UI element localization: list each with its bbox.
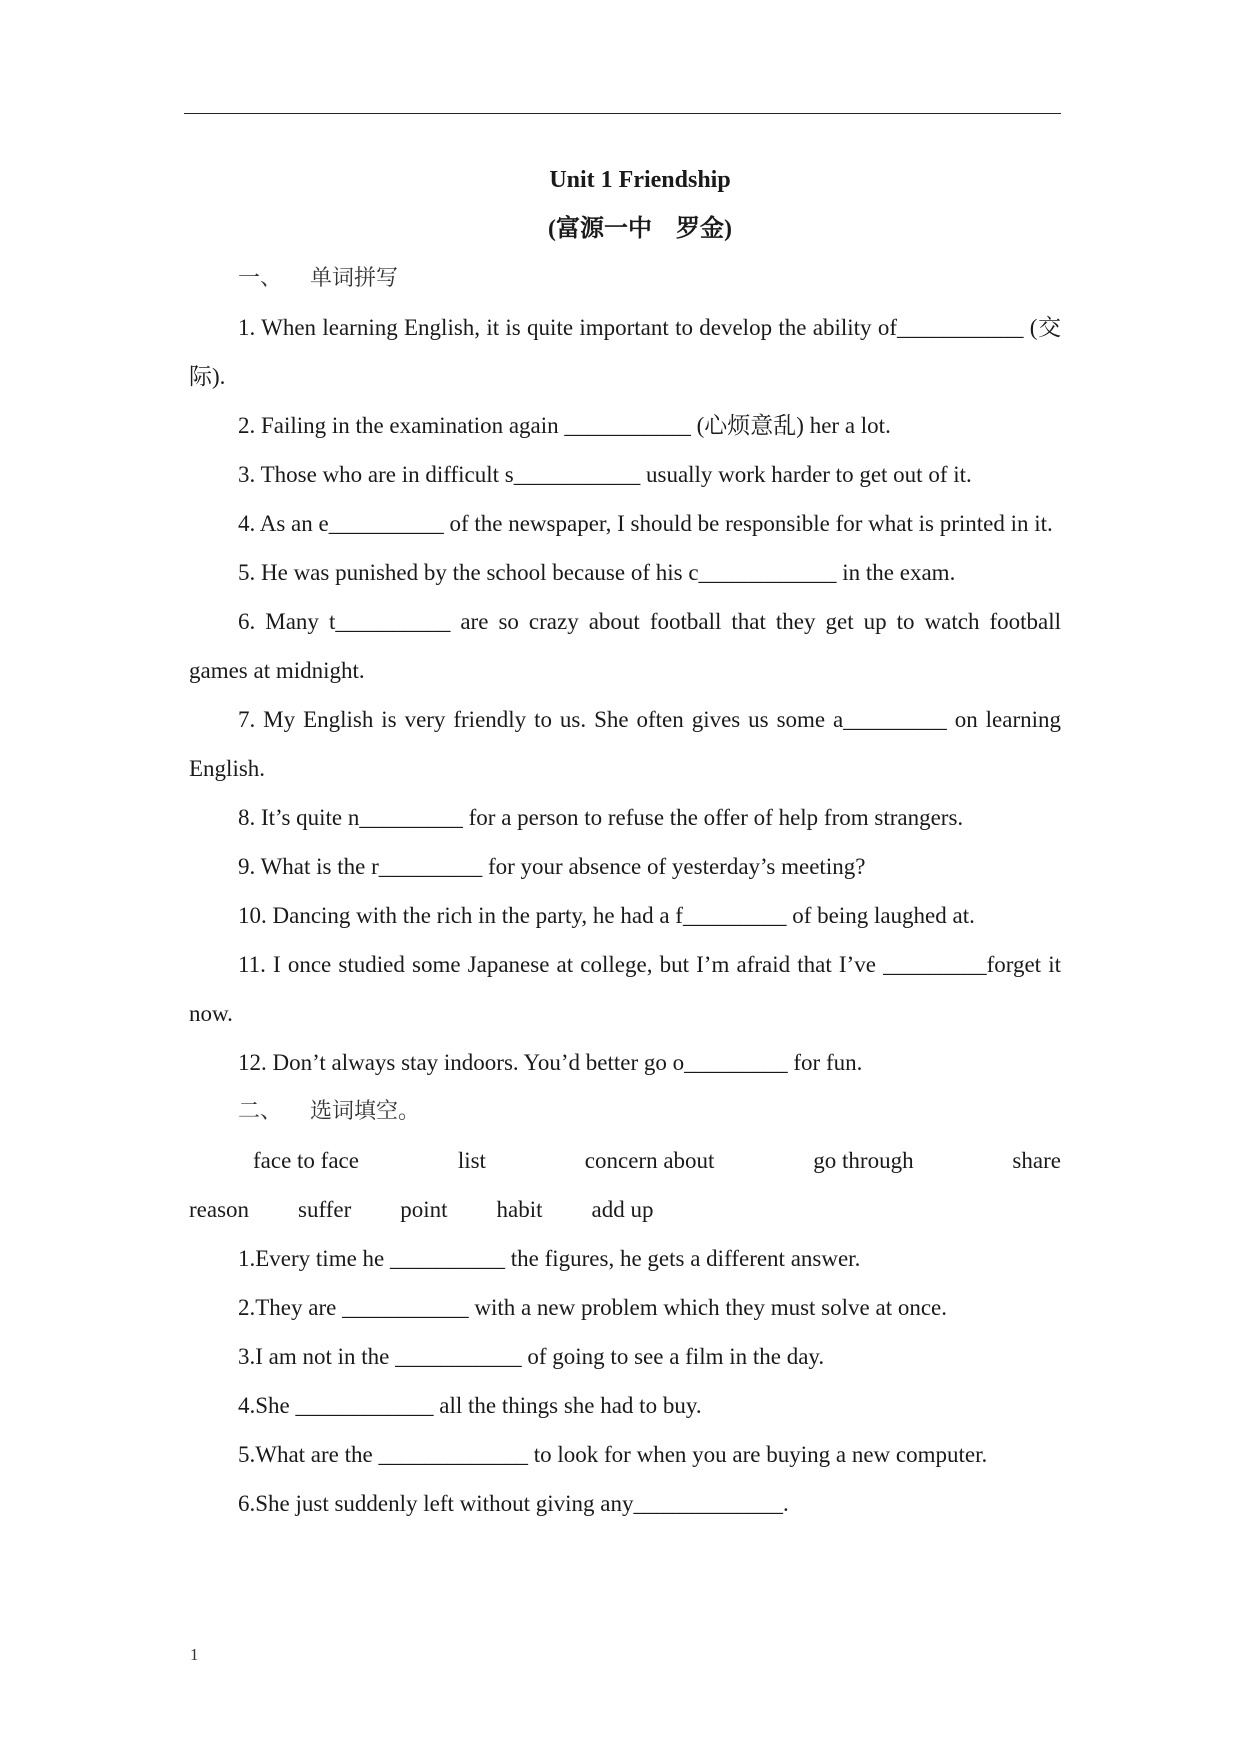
section-title: 单词拼写 bbox=[310, 266, 399, 291]
word-bank-term: concern about bbox=[584, 1148, 715, 1173]
document-title: Unit 1 Friendship bbox=[549, 167, 731, 193]
section-title: 选词填空。 bbox=[310, 1099, 421, 1124]
exercise-item: 1.Every time he __________ the figures, he gets a different answer. bbox=[238, 1246, 861, 1271]
word-bank-term: habit bbox=[496, 1197, 543, 1222]
exercise-item: 8. It’s quite n_________ for a person to refuse the offer of help from strangers. bbox=[238, 805, 964, 830]
word-bank-term: go through bbox=[813, 1148, 914, 1173]
word-bank bbox=[189, 1136, 1061, 1234]
document-body bbox=[189, 156, 1061, 1528]
exercise-item: 11. I once studied some Japanese at college, but I’m afraid that I’ve _________forget it now. bbox=[189, 952, 1061, 1026]
word-bank-row bbox=[189, 1136, 1061, 1185]
exercise-item: 3.I am not in the ___________ of going to see a film in the day. bbox=[238, 1344, 825, 1369]
word-bank-term: face to face bbox=[253, 1148, 359, 1173]
exercise-item: 6. Many t__________ are so crazy about football that they get up to watch football games at midnight. bbox=[189, 609, 1061, 683]
word-bank-row bbox=[189, 1185, 1061, 1234]
word-bank-term: add up bbox=[591, 1197, 654, 1222]
word-bank-term: reason bbox=[189, 1197, 250, 1222]
section-heading-2 bbox=[189, 1087, 1061, 1136]
section-heading-1 bbox=[189, 254, 1061, 303]
word-bank-term: point bbox=[400, 1197, 448, 1222]
section-number: 一、 bbox=[238, 266, 283, 291]
exercise-item: 4.She ____________ all the things she had to buy. bbox=[238, 1393, 702, 1418]
header-rule bbox=[184, 113, 1061, 114]
exercise-item: 7. My English is very friendly to us. She often gives us some a_________ on learning English. bbox=[189, 707, 1061, 781]
exercise-item: 2. Failing in the examination again ___________ (心烦意乱) her a lot. bbox=[238, 413, 891, 438]
exercise-item: 3. Those who are in difficult s___________ usually work harder to get out of it. bbox=[238, 462, 972, 487]
section-number: 二、 bbox=[238, 1099, 283, 1124]
exercise-item: 9. What is the r_________ for your absence of yesterday’s meeting? bbox=[238, 854, 866, 879]
word-bank-term: suffer bbox=[298, 1197, 352, 1222]
word-bank-term: share bbox=[1012, 1148, 1061, 1173]
word-bank-term: list bbox=[457, 1148, 486, 1173]
exercise-item: 2.They are ___________ with a new problem which they must solve at once. bbox=[238, 1295, 948, 1320]
exercise-item: 12. Don’t always stay indoors. You’d better go o_________ for fun. bbox=[238, 1050, 863, 1075]
document-subtitle: (富源一中 罗金) bbox=[548, 216, 732, 242]
exercise-item: 1. When learning English, it is quite important to develop the ability of___________ (交际). bbox=[189, 315, 1061, 389]
exercise-item: 5. He was punished by the school because of his c____________ in the exam. bbox=[238, 560, 956, 585]
exercise-item: 10. Dancing with the rich in the party, he had a f_________ of being laughed at. bbox=[238, 903, 975, 928]
page-number: 1 bbox=[190, 1645, 199, 1664]
exercise-item: 5.What are the _____________ to look for when you are buying a new computer. bbox=[238, 1442, 988, 1467]
exercise-item: 6.She just suddenly left without giving any_____________. bbox=[238, 1491, 789, 1516]
exercise-item: 4. As an e__________ of the newspaper, I should be responsible for what is printed in it. bbox=[238, 511, 1053, 536]
